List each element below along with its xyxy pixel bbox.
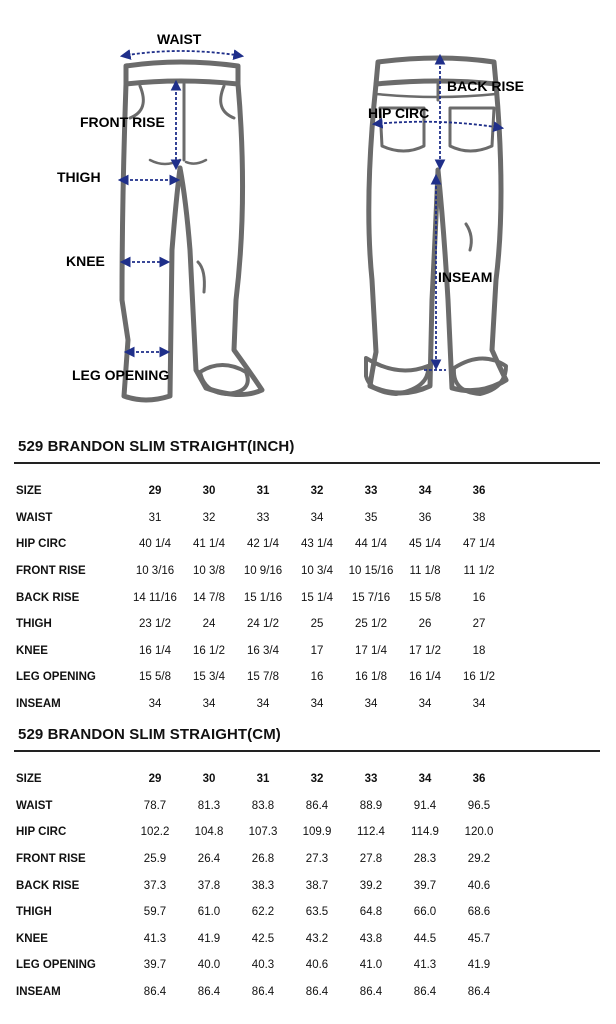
measurement-cell: 59.7 [143, 906, 167, 919]
table-row [0, 611, 506, 638]
size-header-cell: 31 [256, 773, 270, 786]
measurement-cell: 34 [202, 698, 216, 711]
row-label: FRONT RISE [16, 565, 86, 578]
measurement-cell: 63.5 [305, 906, 329, 919]
size-header-cell: 33 [364, 485, 378, 498]
measurement-cell: 29.2 [467, 853, 491, 866]
measurement-cell: 86.4 [305, 799, 329, 812]
measurement-cell: 27.3 [305, 853, 329, 866]
measurement-cell: 86.4 [467, 986, 491, 999]
measurement-cell: 34 [310, 698, 324, 711]
size-chart-cm-title: 529 BRANDON SLIM STRAIGHT(CM) [18, 726, 281, 743]
measurement-cell: 34 [310, 511, 324, 524]
measurement-cell: 86.4 [413, 986, 437, 999]
row-label: BACK RISE [16, 879, 80, 892]
measurement-cell: 38 [472, 511, 486, 524]
measurement-cell: 15 7/16 [351, 591, 391, 604]
measurement-cell: 86.4 [359, 986, 383, 999]
row-label: THIGH [16, 906, 52, 919]
front-pants-illustration [122, 62, 262, 400]
measurement-cell: 38.3 [251, 879, 275, 892]
table-row [0, 691, 506, 718]
row-label: LEG OPENING [16, 959, 96, 972]
measurement-cell: 40.3 [251, 959, 275, 972]
inseam-label: INSEAM [438, 269, 493, 285]
measurement-cell: 91.4 [413, 799, 437, 812]
measurement-cell: 86.4 [305, 986, 329, 999]
size-chart-inch-table [0, 478, 506, 717]
measurement-cell: 34 [472, 698, 486, 711]
size-header-cell: 33 [364, 773, 378, 786]
measurement-cell: 41.9 [467, 959, 491, 972]
measurement-cell: 40 1/4 [139, 538, 171, 551]
measurement-cell: 83.8 [251, 799, 275, 812]
size-chart-cm-table [0, 766, 506, 1005]
measurement-cell: 41 1/4 [193, 538, 225, 551]
measurement-cell: 102.2 [140, 826, 170, 839]
measurement-cell: 25 1/2 [355, 618, 387, 631]
hip-circ-label: HIP CIRC [368, 105, 430, 121]
table-row [0, 872, 506, 899]
measurement-cell: 16 [310, 671, 324, 684]
measurement-cell: 28.3 [413, 853, 437, 866]
row-label: INSEAM [16, 698, 61, 711]
measurement-cell: 31 [148, 511, 162, 524]
measurement-cell: 10 3/8 [193, 565, 225, 578]
measurement-cell: 15 1/4 [301, 591, 333, 604]
row-label: FRONT RISE [16, 853, 86, 866]
table-row [0, 952, 506, 979]
row-label: BACK RISE [16, 591, 80, 604]
table-row [0, 979, 506, 1006]
measurement-cell: 25 [310, 618, 324, 631]
table-row [0, 664, 506, 691]
measurement-cell: 45.7 [467, 932, 491, 945]
measurement-cell: 32 [202, 511, 216, 524]
table-row [0, 926, 506, 953]
measurement-cell: 33 [256, 511, 270, 524]
measurement-cell: 96.5 [467, 799, 491, 812]
table-row [0, 584, 506, 611]
measurement-cell: 68.6 [467, 906, 491, 919]
measurement-cell: 15 1/16 [243, 591, 283, 604]
measurement-cell: 15 5/8 [409, 591, 441, 604]
measurement-cell: 15 3/4 [193, 671, 225, 684]
measurement-cell: 43 1/4 [301, 538, 333, 551]
measurement-cell: 43.2 [305, 932, 329, 945]
size-header-cell: 29 [148, 485, 162, 498]
knee-label: KNEE [66, 253, 105, 269]
row-label: WAIST [16, 799, 53, 812]
measurement-cell: 109.9 [302, 826, 332, 839]
table-header-row [0, 766, 506, 793]
measurement-cell: 27.8 [359, 853, 383, 866]
size-header-cell: 36 [472, 773, 486, 786]
table-row [0, 505, 506, 532]
measurement-cell: 120.0 [464, 826, 494, 839]
measurement-cell: 64.8 [359, 906, 383, 919]
measurement-cell: 41.9 [197, 932, 221, 945]
row-label: SIZE [16, 773, 42, 786]
hip-circ-arrow [374, 122, 502, 128]
size-header-cell: 34 [418, 773, 432, 786]
measurement-cell: 26.8 [251, 853, 275, 866]
measurement-cell: 104.8 [194, 826, 224, 839]
measurement-cell: 16 3/4 [247, 644, 279, 657]
measurement-cell: 26 [418, 618, 432, 631]
size-header-cell: 31 [256, 485, 270, 498]
row-label: INSEAM [16, 986, 61, 999]
measurement-cell: 24 1/2 [247, 618, 279, 631]
measurement-cell: 86.4 [251, 986, 275, 999]
measurement-cell: 86.4 [197, 986, 221, 999]
waist-arrow [122, 51, 242, 56]
measurement-cell: 35 [364, 511, 378, 524]
table-row [0, 793, 506, 820]
front-rise-label: FRONT RISE [80, 114, 165, 130]
section-divider [14, 750, 600, 752]
size-header-cell: 30 [202, 485, 216, 498]
measurement-cell: 26.4 [197, 853, 221, 866]
leg-opening-label: LEG OPENING [72, 367, 170, 383]
thigh-label: THIGH [57, 169, 101, 185]
measurement-cell: 114.9 [411, 826, 439, 839]
measurement-cell: 17 1/4 [355, 644, 387, 657]
measurement-cell: 62.2 [251, 906, 275, 919]
measurement-cell: 16 1/8 [355, 671, 387, 684]
size-header-cell: 29 [148, 773, 162, 786]
size-header-cell: 32 [310, 485, 324, 498]
measurement-diagram [0, 0, 616, 410]
measurement-cell: 38.7 [305, 879, 329, 892]
measurement-cell: 14 7/8 [193, 591, 225, 604]
measurement-cell: 34 [364, 698, 378, 711]
measurement-cell: 39.7 [143, 959, 167, 972]
measurement-cell: 37.8 [197, 879, 221, 892]
row-label: SIZE [16, 485, 42, 498]
measurement-cell: 23 1/2 [139, 618, 171, 631]
back-rise-label: BACK RISE [447, 78, 525, 94]
measurement-cell: 41.0 [359, 959, 383, 972]
measurement-cell: 17 [310, 644, 324, 657]
measurement-cell: 14 11/16 [133, 591, 177, 604]
measurement-cell: 16 1/2 [463, 671, 495, 684]
measurement-cell: 16 1/4 [409, 671, 441, 684]
row-label: WAIST [16, 511, 53, 524]
measurement-cell: 107.3 [248, 826, 278, 839]
measurement-cell: 10 9/16 [243, 565, 283, 578]
row-label: HIP CIRC [16, 538, 67, 551]
measurement-cell: 40.6 [467, 879, 491, 892]
measurement-cell: 34 [418, 698, 432, 711]
measurement-cell: 42 1/4 [247, 538, 279, 551]
measurement-cell: 34 [256, 698, 270, 711]
measurement-cell: 10 3/4 [301, 565, 333, 578]
measurement-cell: 86.4 [143, 986, 167, 999]
measurement-cell: 44 1/4 [355, 538, 387, 551]
row-label: HIP CIRC [16, 826, 67, 839]
table-row [0, 638, 506, 665]
measurement-cell: 42.5 [251, 932, 275, 945]
measurement-cell: 16 1/2 [193, 644, 225, 657]
measurement-cell: 112.4 [357, 826, 385, 839]
row-label: LEG OPENING [16, 671, 96, 684]
size-header-cell: 34 [418, 485, 432, 498]
table-row [0, 899, 506, 926]
row-label: KNEE [16, 932, 48, 945]
size-header-cell: 30 [202, 773, 216, 786]
measurement-cell: 10 15/16 [348, 565, 394, 578]
measurement-cell: 36 [418, 511, 432, 524]
measurement-cell: 11 1/8 [409, 565, 441, 578]
measurement-cell: 40.6 [305, 959, 329, 972]
measurement-cell: 17 1/2 [409, 644, 441, 657]
measurement-cell: 81.3 [197, 799, 221, 812]
measurement-cell: 25.9 [143, 853, 167, 866]
size-header-cell: 36 [472, 485, 486, 498]
measurement-cell: 16 1/4 [139, 644, 171, 657]
measurement-cell: 43.8 [359, 932, 383, 945]
row-label: KNEE [16, 644, 48, 657]
measurement-cell: 88.9 [359, 799, 383, 812]
measurement-cell: 10 3/16 [135, 565, 175, 578]
measurement-cell: 41.3 [413, 959, 437, 972]
measurement-cell: 24 [202, 618, 216, 631]
measurement-cell: 44.5 [413, 932, 437, 945]
measurement-cell: 15 5/8 [139, 671, 171, 684]
measurement-cell: 34 [148, 698, 162, 711]
measurement-cell: 27 [472, 618, 486, 631]
measurement-cell: 78.7 [143, 799, 167, 812]
measurement-cell: 15 7/8 [247, 671, 279, 684]
measurement-cell: 45 1/4 [409, 538, 441, 551]
measurement-cell: 66.0 [413, 906, 437, 919]
waist-label: WAIST [157, 31, 202, 47]
size-chart-inch-title: 529 BRANDON SLIM STRAIGHT(INCH) [18, 438, 295, 455]
measurement-cell: 41.3 [143, 932, 167, 945]
section-divider [14, 462, 600, 464]
table-row [0, 819, 506, 846]
measurement-cell: 61.0 [197, 906, 221, 919]
table-header-row [0, 478, 506, 505]
row-label: THIGH [16, 618, 52, 631]
measurement-cell: 39.7 [413, 879, 437, 892]
table-row [0, 846, 506, 873]
measurement-cell: 39.2 [359, 879, 383, 892]
measurement-cell: 40.0 [197, 959, 221, 972]
measurement-cell: 16 [472, 591, 486, 604]
measurement-cell: 11 1/2 [463, 565, 495, 578]
table-row [0, 558, 506, 585]
size-header-cell: 32 [310, 773, 324, 786]
measurement-cell: 47 1/4 [463, 538, 495, 551]
measurement-cell: 18 [472, 644, 486, 657]
table-row [0, 531, 506, 558]
measurement-cell: 37.3 [143, 879, 167, 892]
